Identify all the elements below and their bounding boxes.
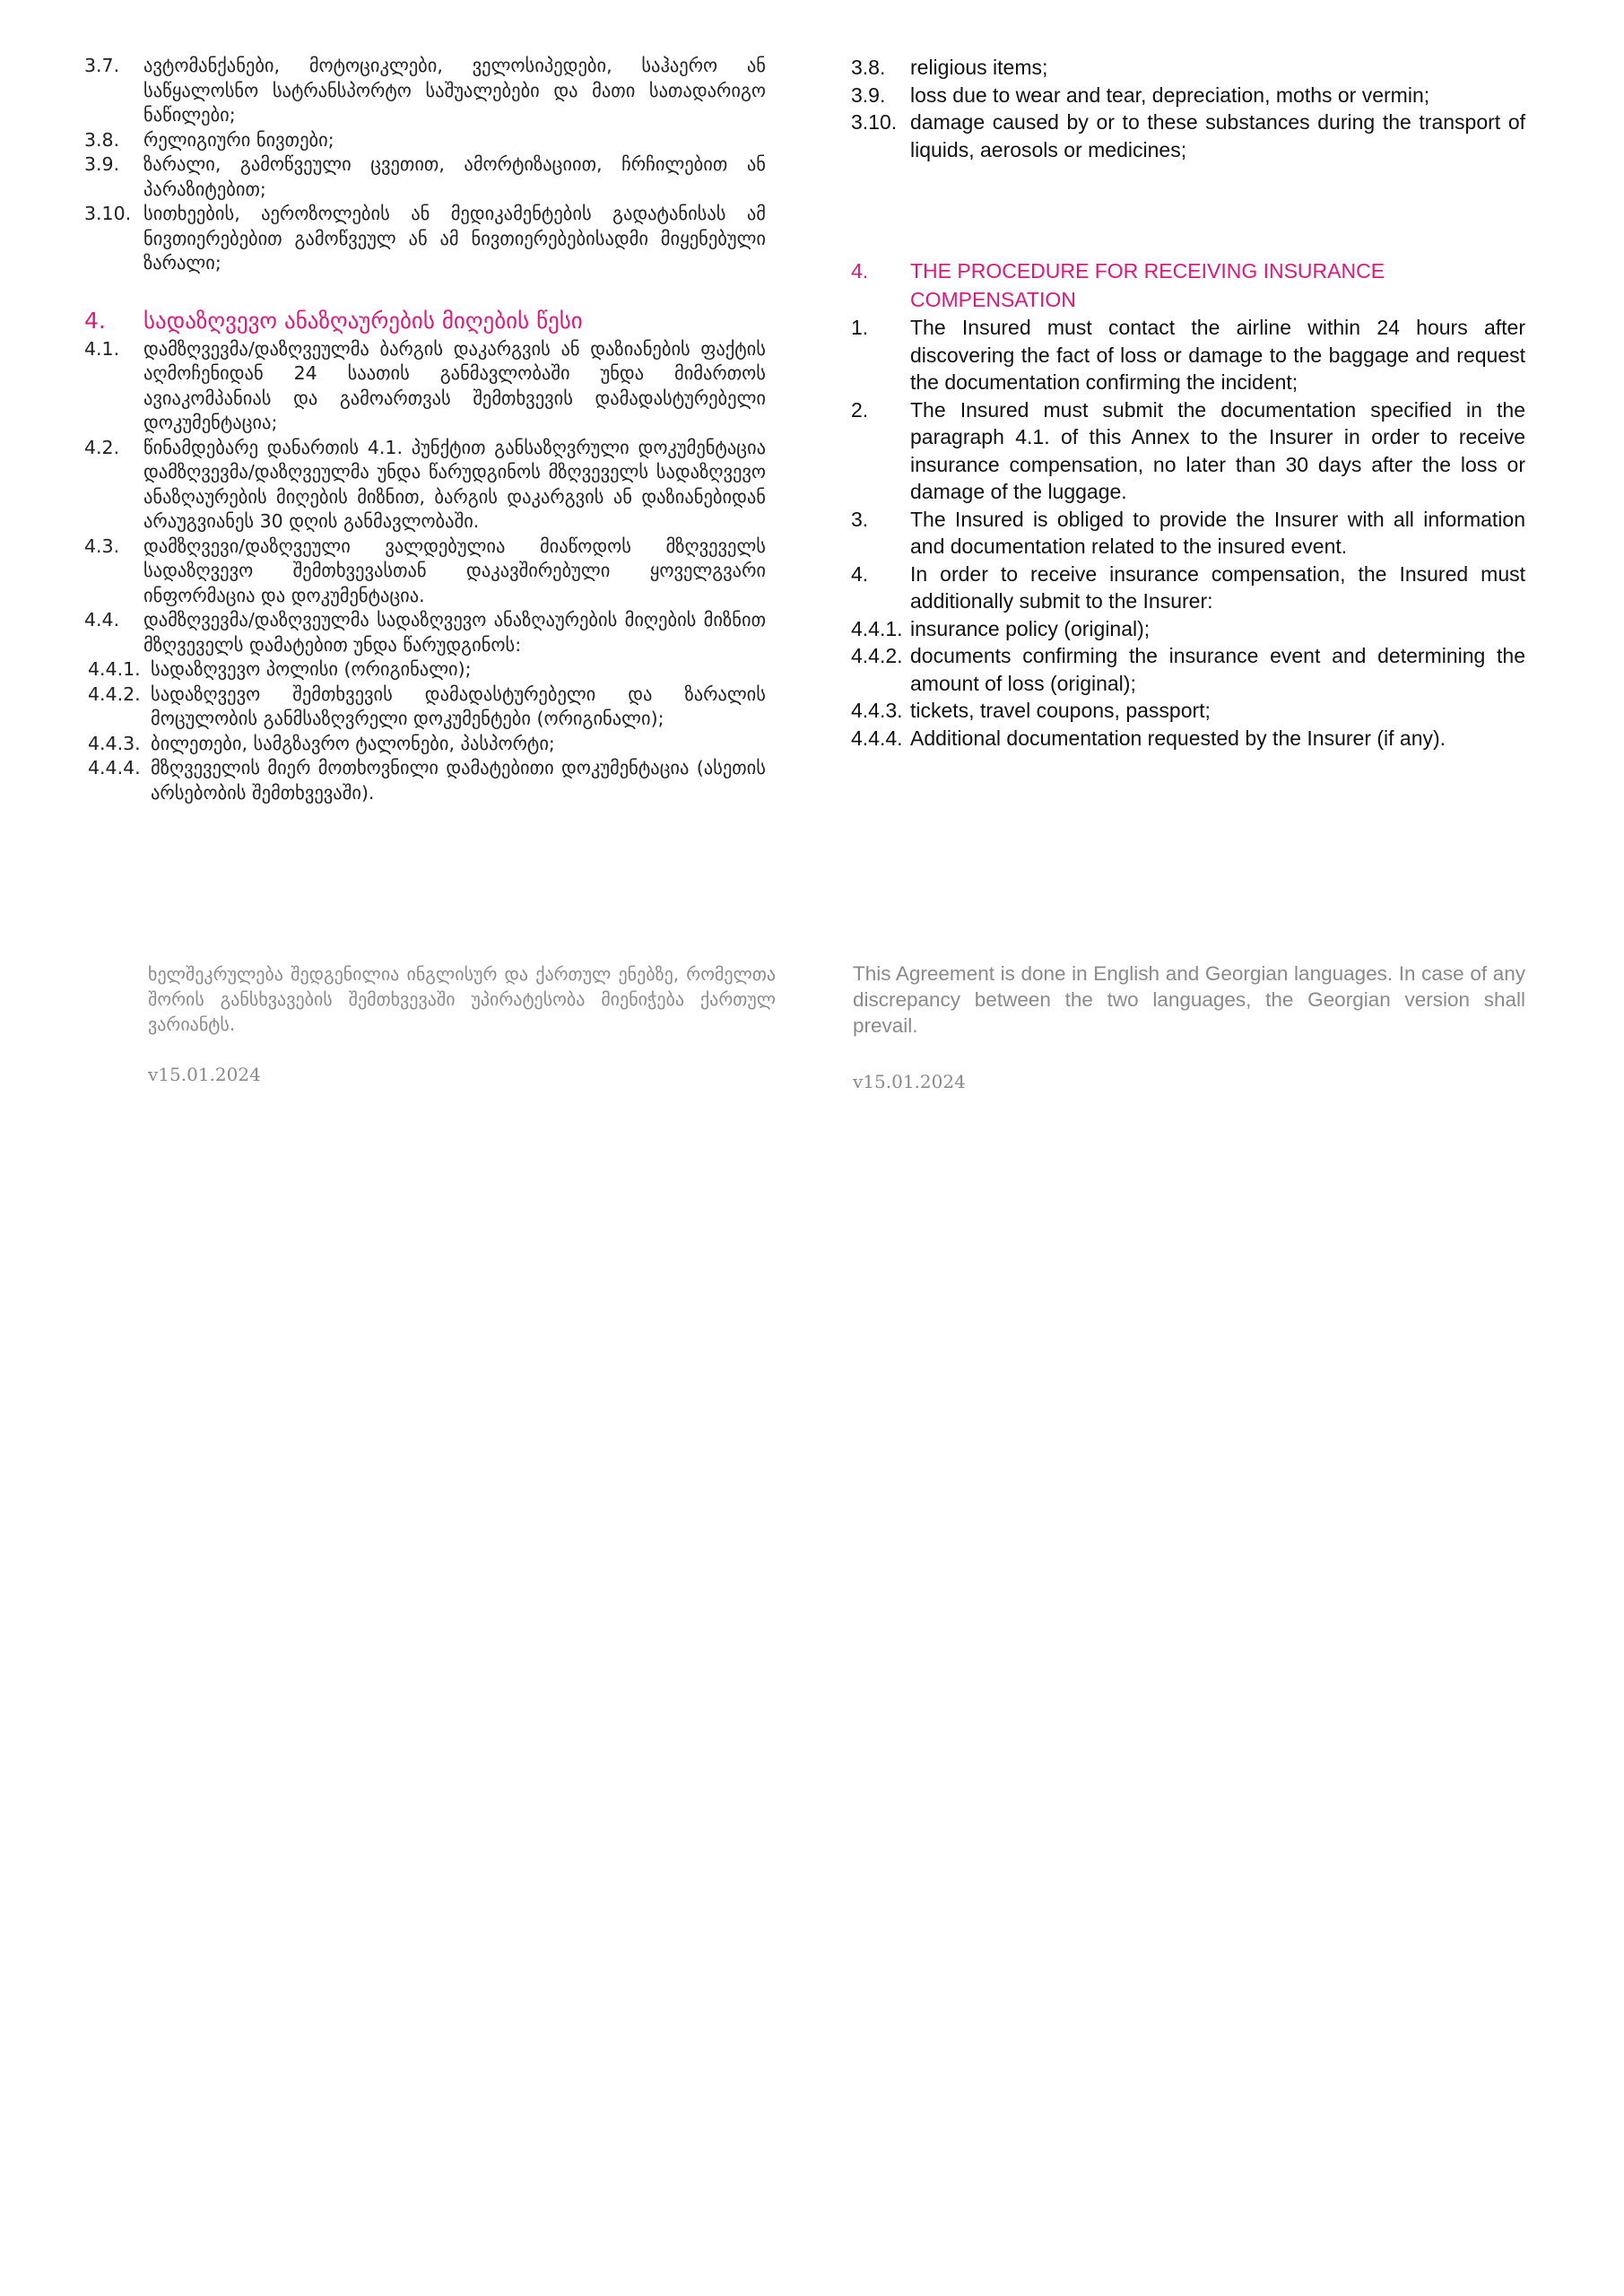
item-text: დამზღვევი/დაზღვეული ვალდებულია მიაწოდოს მზღვეველს სადაზღვევო შემთხვევასთან დაკავშირებული ყოველგვარი ინფორმაცია და დოკუმენტაცია. (143, 535, 766, 606)
item-text: tickets, travel coupons, passport; (910, 699, 1211, 722)
item-text: damage caused by or to these substances during the transport of liquids, aerosols or medicines; (910, 110, 1525, 161)
list-item (851, 314, 1525, 396)
item-text: ბილეთები, სამგზავრო ტალონები, პასპორტი; (151, 732, 555, 754)
list-subitem (851, 642, 1525, 697)
version-label: v15.01.2024 (148, 1064, 261, 1085)
item-number: 4. (851, 561, 869, 586)
item-number: 4.4.3. (88, 732, 141, 754)
item-text: The Insured must submit the documentation specified in the paragraph 4.1. of this Annex to the Insurer in order to receive insurance compensation, no later than 30 days after the loss or damage of the luggage. (910, 397, 1525, 503)
list-item (84, 337, 766, 436)
item-number: 4.4.2. (88, 683, 141, 705)
version-label: v15.01.2024 (853, 1071, 966, 1092)
item-number: 1. (851, 316, 869, 339)
item-text: insurance policy (original); (910, 616, 1151, 640)
list-item (851, 561, 1525, 615)
item-number: 3.9. (851, 83, 886, 107)
item-number: 4.4.3. (851, 699, 903, 722)
list-subitem (851, 697, 1525, 725)
item-text: In order to receive insurance compensation, the Insured must additionally submit to the Insurer: (910, 561, 1525, 613)
item-number: 3.10. (851, 110, 898, 134)
heading-number: 4. (84, 307, 106, 334)
item-number: 4.4.2. (851, 644, 903, 667)
list-item (851, 109, 1525, 163)
list-item (851, 54, 1525, 82)
item-text: ავტომანქანები, მოტოციკლები, ველოსიპედები, საჰაერო ან საწყალოსნო სატრანსპორტო საშუალებები და მათი სათადარიგო ნაწილები; (143, 55, 766, 126)
item-text: documents confirming the insurance event and determining the amount of loss (original); (910, 644, 1525, 695)
list-item (84, 535, 766, 609)
list-subitem (84, 732, 766, 757)
english-language-clause: This Agreement is done in English and Georgian languages. In case of any discrepancy between the two languages, the Georgian version shall prevail. (853, 962, 1525, 1037)
item-number: 4.4.1. (851, 616, 903, 640)
item-text: loss due to wear and tear, depreciation, moths or vermin; (910, 83, 1430, 107)
item-number: 4.2. (84, 436, 120, 458)
item-number: 3.9. (84, 153, 120, 175)
item-text: ზარალი, გამოწვეული ცვეთით, ამორტიზაციით, ჩრჩილებით ან პარაზიტებით; (143, 153, 766, 200)
list-subitem (84, 756, 766, 805)
georgian-column (84, 54, 766, 805)
list-item (84, 128, 766, 153)
item-text: სადაზღვევო პოლისი (ორიგინალი); (151, 658, 472, 680)
item-text: დამზღვევმა/დაზღვეულმა სადაზღვევო ანაზღაურების მიღების მიზნით მზღვეველს დამატებით უნდა წარუდგინოს: (143, 609, 766, 656)
item-number: 4.4.4. (851, 726, 903, 750)
item-number: 4.3. (84, 535, 120, 557)
list-item (84, 436, 766, 535)
item-number: 3.7. (84, 55, 120, 76)
item-text: Additional documentation requested by the Insurer (if any). (910, 726, 1446, 750)
item-number: 4.4.1. (88, 658, 141, 680)
item-number: 4.4. (84, 609, 120, 631)
item-text: The Insured is obliged to provide the Insurer with all information and documentation related to the insured event. (910, 507, 1525, 558)
heading-text: სადაზღვევო ანაზღაურების მიღების წესი (143, 307, 583, 334)
list-subitem (84, 683, 766, 732)
list-item (84, 608, 766, 657)
item-text: დამზღვევმა/დაზღვეულმა ბარგის დაკარგვის ან დაზიანების ფაქტის აღმოჩენიდან 24 საათის განმავლობაში უნდა მიმართოს ავიაკომპანიას და გამოართვას შემთხვევის დამადასტურებელი დოკუმენტაცია; (143, 337, 766, 433)
item-number: 3.10. (84, 203, 132, 224)
item-number: 2. (851, 397, 869, 422)
item-text: რელიგიური ნივთები; (143, 128, 334, 151)
list-item (84, 152, 766, 202)
item-text: სადაზღვევო შემთხვევის დამადასტურებელი და ზარალის მოცულობის განმსაზღვრელი დოკუმენტები (ორიგინალი); (151, 683, 766, 729)
list-item (851, 82, 1525, 109)
english-column (851, 54, 1525, 752)
list-item (84, 202, 766, 276)
heading-text: THE PROCEDURE FOR RECEIVING INSURANCE COMPENSATION (910, 259, 1385, 311)
list-subitem (851, 615, 1525, 643)
list-item (851, 506, 1525, 561)
item-text: religious items; (910, 56, 1048, 79)
item-number: 3.8. (84, 128, 120, 151)
list-subitem (851, 725, 1525, 752)
georgian-language-clause: ხელშეკრულება შედგენილია ინგლისურ და ქართულ ენებზე, რომელთა შორის განსხვავების შემთხვევაში უპირატესობა მიენიჭება ქართულ ვარიანტს. (148, 963, 776, 1035)
heading-number: 4. (851, 259, 869, 283)
section-heading (851, 257, 1525, 314)
list-subitem (84, 657, 766, 683)
section-heading (84, 307, 766, 335)
item-number: 3. (851, 507, 869, 531)
item-text: მზღვეველის მიერ მოთხოვნილი დამატებითი დოკუმენტაცია (ასეთის არსებობის შემთხვევაში). (151, 757, 766, 804)
item-number: 4.4.4. (88, 757, 141, 778)
list-item (851, 396, 1525, 506)
list-item (84, 54, 766, 128)
item-text: The Insured must contact the airline within 24 hours after discovering the fact of loss or damage to the baggage and request the documentation confirming the incident; (910, 316, 1525, 394)
item-text: წინამდებარე დანართის 4.1. პუნქტით განსაზღვრული დოკუმენტაცია დამზღვევმა/დაზღვეულმა უნდა წარუდგინოს მზღვეველს სადაზღვევო ანაზღაურების მიღების მიზნით, ბარგის დაკარგვის ან დაზიანებიდან არაუგვიანეს 30 დღის განმავლობაში. (143, 436, 766, 532)
item-text: სითხეების, აეროზოლების ან მედიკამენტების გადატანისას ამ ნივთიერებებით გამოწვეულ ან ამ ნივთიერებებისადმი მიყენებული ზარალი; (143, 203, 766, 274)
item-number: 3.8. (851, 56, 886, 79)
item-number: 4.1. (84, 337, 120, 360)
